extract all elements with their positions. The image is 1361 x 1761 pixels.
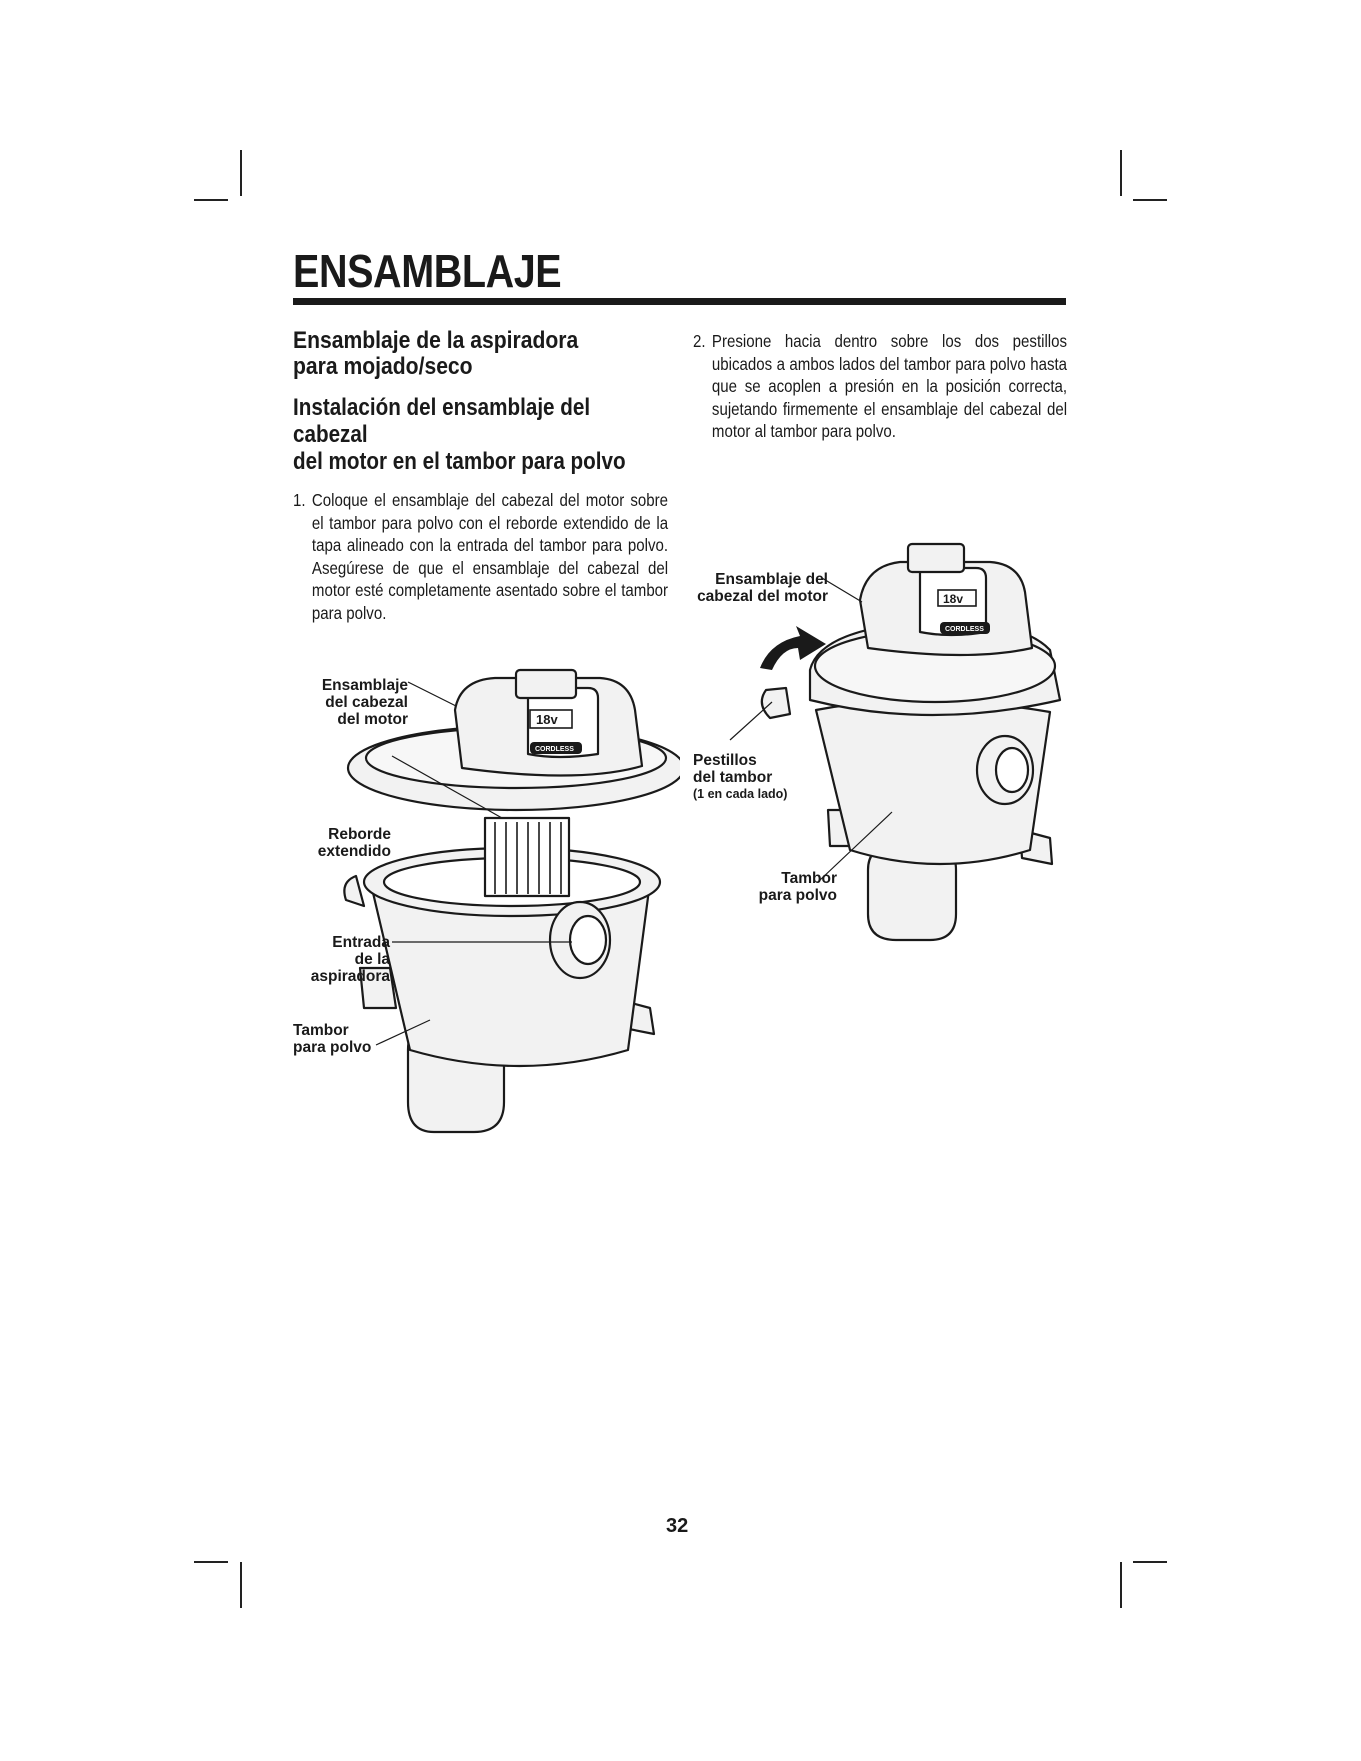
battery-label: 18v xyxy=(943,592,964,606)
callout-line: cabezal del motor xyxy=(697,588,828,605)
subsection-heading-line-1: Instalación del ensamblaje del cabezal xyxy=(293,394,591,448)
fig1-callout-rim xyxy=(318,826,391,860)
callout-line: del tambor xyxy=(693,769,773,786)
fig2-callout-motor-head xyxy=(697,571,828,605)
callout-note: (1 en cada lado) xyxy=(693,787,788,801)
right-column xyxy=(693,330,1067,443)
callout-line: Entrada xyxy=(332,934,390,951)
fig1-callout-motor-head xyxy=(322,677,408,728)
callout-line: de la xyxy=(354,951,390,968)
callout-line: del cabezal xyxy=(325,694,408,711)
callout-line: para polvo xyxy=(758,887,837,904)
callout-line: Ensamblaje xyxy=(321,677,408,694)
crop-mark-bottom-left-horizontal xyxy=(194,1561,228,1563)
callout-line: extendido xyxy=(317,843,391,860)
battery-label: 18v xyxy=(536,712,558,727)
callout-line: aspiradora xyxy=(310,968,390,985)
crop-mark-top-left-vertical xyxy=(240,150,242,196)
section-heading xyxy=(293,328,669,380)
step-2-number: 2. xyxy=(693,331,706,351)
step-1 xyxy=(293,489,668,624)
page-title: ENSAMBLAJE xyxy=(293,245,562,297)
subsection-heading-line-2: del motor en el tambor para polvo xyxy=(293,448,626,475)
cordless-badge-label: CORDLESS xyxy=(535,746,574,753)
fig2-callout-latches xyxy=(693,752,787,803)
cordless-badge-label: CORDLESS xyxy=(945,626,984,633)
callout-line: Tambor xyxy=(781,870,837,887)
crop-mark-top-right-vertical xyxy=(1120,150,1122,196)
step-1-text: Coloque el ensamblaje del cabezal del motor sobre el tambor para polvo con el reborde extendido de la tapa alineado con la entrada del tambor para polvo. Asegúrese de que el ensamblaje del cabezal del motor esté completamente asentado sobre el tambor para polvo. xyxy=(311,490,669,623)
left-column xyxy=(293,328,668,624)
fig1-callout-inlet xyxy=(311,934,390,985)
step-1-number: 1. xyxy=(293,490,306,510)
crop-mark-top-left-horizontal xyxy=(194,199,228,201)
callout-line: Reborde xyxy=(328,826,391,843)
section-heading-line-1: Ensamblaje de la aspiradora xyxy=(293,327,579,354)
crop-mark-bottom-right-horizontal xyxy=(1133,1561,1167,1563)
crop-mark-bottom-left-vertical xyxy=(240,1562,242,1608)
fig1-callout-drum xyxy=(293,1022,371,1056)
callout-line: Ensamblaje del xyxy=(715,571,828,588)
subsection-heading xyxy=(293,394,667,475)
fig2-callout-drum xyxy=(759,870,837,904)
crop-mark-bottom-right-vertical xyxy=(1120,1562,1122,1608)
step-2 xyxy=(693,330,1067,443)
callout-line: Pestillos xyxy=(693,752,757,769)
title-rule xyxy=(293,298,1066,305)
page-number: 32 xyxy=(666,1515,689,1537)
crop-mark-top-right-horizontal xyxy=(1133,199,1167,201)
callout-line: del motor xyxy=(337,711,408,728)
callout-line: para polvo xyxy=(293,1039,372,1056)
callout-line: Tambor xyxy=(293,1022,349,1039)
step-2-text: Presione hacia dentro sobre los dos pestillos ubicados a ambos lados del tambor para polvo hasta que se acoplen a presión en la posición correcta, sujetando firmemente el ensamblaje del cabezal del motor al tambor para polvo. xyxy=(711,331,1068,441)
section-heading-line-2: para mojado/seco xyxy=(293,353,473,380)
